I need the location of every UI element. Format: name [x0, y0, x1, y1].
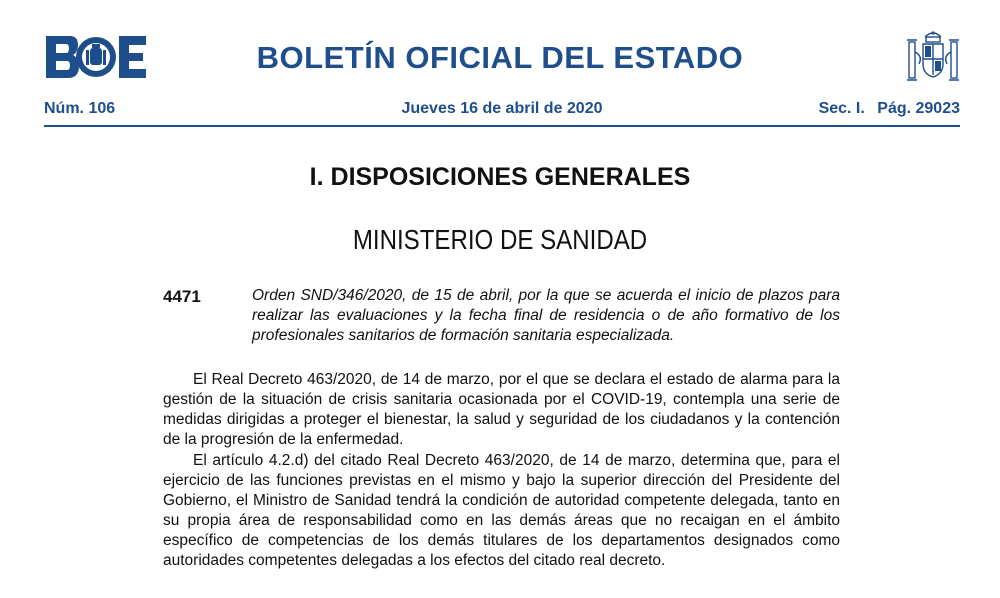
- page-label: Pág. 29023: [877, 100, 960, 117]
- header-divider: [44, 125, 960, 127]
- boe-logo: [44, 34, 148, 80]
- ministry-title: MINISTERIO DE SANIDAD: [352, 224, 648, 255]
- paragraph: El artículo 4.2.d) del citado Real Decreto 463/2020, de 14 de marzo, determina que, para el ejercicio de las funciones previstas en el mismo y bajo la superior dirección del Presidente del Gobierno, el Ministro de Sanidad tendrá la condición de autoridad competente delegada, tanto en su propia área de responsabilidad como en las demás áreas que no recaigan en el ámbito específico de competencias de los demás titulares de los departamentos designados como autoridades competentes delegadas a los efectos del citado real decreto.: [163, 452, 840, 569]
- section-title: I. DISPOSICIONES GENERALES: [309, 163, 691, 191]
- gazette-title: BOLETÍN OFICIAL DEL ESTADO: [256, 40, 744, 75]
- issue-number: Núm. 106: [44, 100, 116, 117]
- order-summary: Orden SND/346/2020, de 15 de abril, por la que se acuerda el inicio de plazos para realizar las evaluaciones y la fecha final de residencia o de año formativo de los profesionales sanitarios de formación sanitaria especializada.: [252, 287, 840, 344]
- paragraph: El Real Decreto 463/2020, de 14 de marzo, por el que se declara el estado de alarma para la gestión de la situación de crisis sanitaria ocasionada por el COVID-19, contempla una serie de medidas dirigidas a proteger el bienestar, la salud y seguridad de los ciudadanos y la contención de la progresión de la enfermedad.: [163, 371, 840, 448]
- order-number: 4471: [163, 287, 201, 306]
- document-body: [163, 370, 840, 572]
- spain-coat-of-arms-icon: [905, 28, 961, 86]
- issue-meta: [44, 100, 960, 120]
- section-page: [811, 100, 960, 118]
- section-label: Sec. I.: [818, 100, 865, 117]
- issue-date: Jueves 16 de abril de 2020: [401, 100, 603, 117]
